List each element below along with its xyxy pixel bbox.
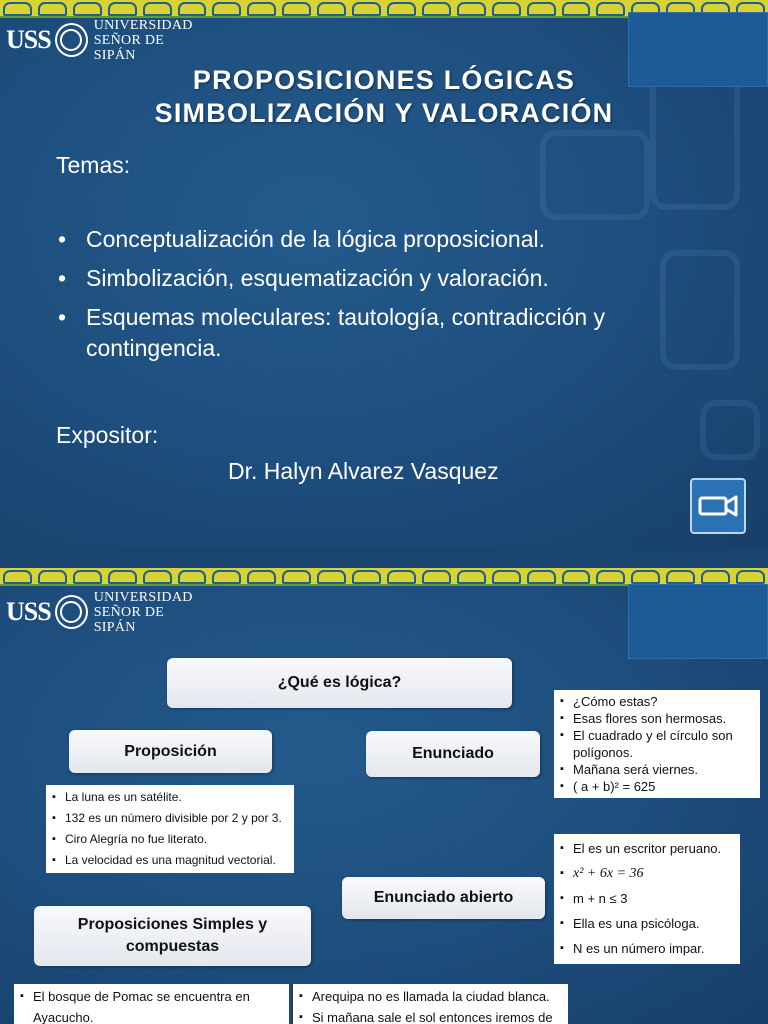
list-item: ▪ La velocidad es una magnitud vectorial. [50,850,290,871]
presenter-label: Expositor: [56,422,159,448]
list-item: ▪ ( a + b)² = 625 [558,778,756,795]
list-item: ▪ 132 es un número divisible por 2 y por 3. [50,808,290,829]
logo-text [94,18,206,63]
topic-item: • Conceptualización de la lógica proposicional. [56,224,746,255]
list-item: ▪ Ciro Alegría no fue literato. [50,829,290,850]
simple-examples-right-panel [292,984,568,1024]
list-item: ▪ Ella es una psicóloga. [558,911,736,936]
logo-line-2: SEÑOR DE SIPÁN [93,604,165,635]
list-item: ▪ N es un número impar. [558,936,736,961]
seal-icon [55,595,88,629]
slide-2 [0,568,768,1024]
video-camera-icon [698,494,738,518]
list-item: ▪ El cuadrado y el círculo son polígonos. [558,727,756,761]
simple-examples-left-panel [14,984,289,1024]
video-button[interactable] [690,478,746,534]
list-item: ▪ El bosque de Pomac se encuentra en Ayacucho. [18,986,285,1024]
list-item: ▪ ¿Cómo estas? [558,693,756,710]
list-item: ▪ Mañana será viernes. [558,761,756,778]
list-item: ▪ Arequipa no es llamada la ciudad blanca. [297,986,564,1007]
topic-item: • Simbolización, esquematización y valoración. [56,263,746,294]
logo-line-1: UNIVERSIDAD [93,589,193,605]
logo-line-1: UNIVERSIDAD [93,17,193,33]
logo-initials: USS [6,597,51,626]
presenter-name: Dr. Halyn Alvarez Vasquez [228,458,499,484]
title-line-1: PROPOSICIONES LÓGICAS [192,65,576,95]
proposition-examples-panel [46,785,294,873]
background-motif [540,130,650,220]
list-item: ▪ x² + 6x = 36 [558,861,736,886]
slide-gap [0,546,768,568]
corner-panel [628,584,768,659]
list-item: ▪ Si mañana sale el sol entonces iremos de [297,1007,564,1024]
title-line-2: SIMBOLIZACIÓN Y VALORACIÓN [154,98,614,128]
list-item: ▪ El es un escritor peruano. [558,836,736,861]
seal-icon [55,23,88,57]
list-item: ▪ La luna es un satélite. [50,787,290,808]
open-statement-box[interactable]: Enunciado abierto [342,877,545,919]
logo-initials: USS [6,25,51,54]
university-logo [6,589,206,635]
university-logo [6,17,206,63]
logo-line-2: SEÑOR DE SIPÁN [93,32,165,63]
proposition-box[interactable]: Proposición [69,730,272,773]
topics-list [56,224,746,372]
background-motif [700,400,760,460]
statement-box[interactable]: Enunciado [366,731,540,777]
slide-title [0,64,768,130]
statement-examples-panel [554,690,760,798]
simple-compound-box[interactable]: Proposiciones Simples y compuestas [34,906,311,966]
list-item: ▪ m + n ≤ 3 [558,886,736,911]
list-item: ▪ Esas flores son hermosas. [558,710,756,727]
logo-text [94,590,206,635]
topics-label: Temas: [56,152,131,178]
question-box[interactable]: ¿Qué es lógica? [167,658,512,708]
open-examples-panel [554,834,740,964]
topic-item: • Esquemas moleculares: tautología, contradicción y contingencia. [56,302,746,364]
